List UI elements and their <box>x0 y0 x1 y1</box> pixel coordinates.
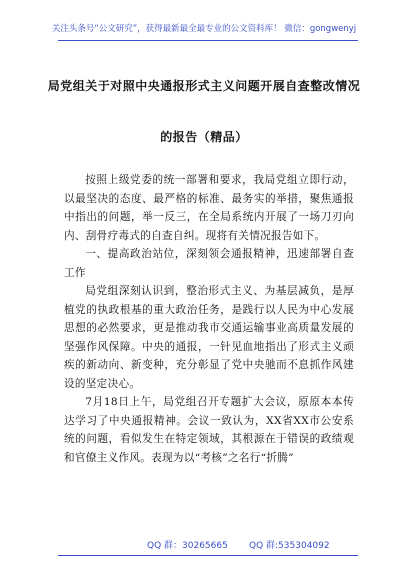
document-title-line-2: 的报告（精品） <box>160 130 248 144</box>
header-banner: 关注头条号“公文研究”，获得最新最全最专业的公文资料库！ 微信：gongwenyj <box>51 24 357 34</box>
header-divider <box>58 40 358 41</box>
paragraph-awareness: 局党组深刻认识到，整治形式主义、为基层减负，是厚植党的执政根基的重大政治任务，是践行以人民为中心发展思想的必然要求，更是推动我市交通运输事业高质量发展的坚强作风保障。中央的通报，一针见血地指出了形式主义顽疾的新动向、新变种，充分彰显了党中央驰而不息抓作风建设的坚定决心。 <box>64 285 354 390</box>
paragraph-intro: 按照上级党委的统一部署和要求，我局党组立即行动，以最坚决的态度、最严格的标准、最务实的举措，聚焦通报中指出的问题，举一反三，在全局系统内开展了一场刀刃向内、刮骨疗毒式的自查自纠。现将有关情况报告如下。 <box>64 174 354 242</box>
document-body <box>64 171 354 467</box>
document-title-line-1: 局党组关于对照中央通报形式主义问题开展自查整改情况 <box>47 79 361 93</box>
footer-qq-group-2: QQ 群:535304092 <box>249 541 330 551</box>
paragraph-meeting: 7月18日上午，局党组召开专题扩大会议，原原本本传达学习了中央通报精神。会议一致认为，XX省XX市公安系统的问题，看似发生在特定领域，其根源在于错误的政绩观和官僚主义作风。表现为以“考核”之名行“折腾” <box>64 396 354 464</box>
footer-divider <box>58 555 358 556</box>
footer-qq-group-1: QQ 群：30265665 <box>147 541 228 551</box>
section-heading-1: 一、提高政治站位，深刻领会通报精神，迅速部署自查工作 <box>64 248 354 279</box>
